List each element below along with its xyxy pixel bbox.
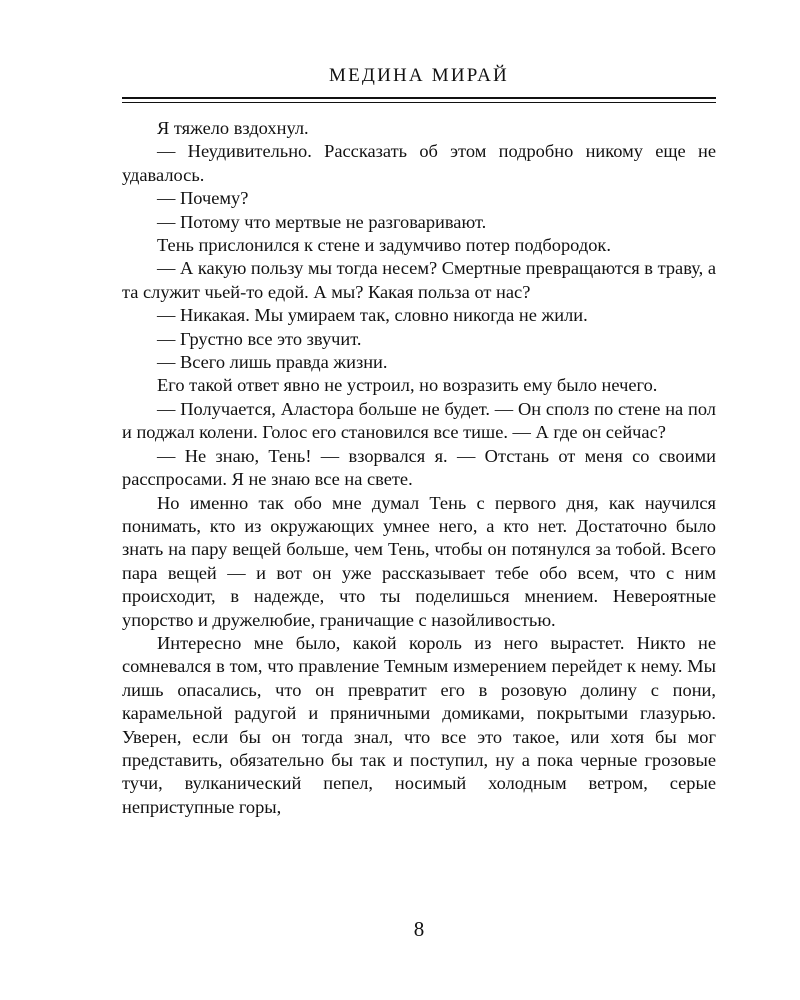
paragraph: Тень прислонился к стене и задумчиво потер подбородок. bbox=[157, 235, 611, 256]
paragraph: Я тяжело вздохнул. bbox=[157, 118, 309, 138]
paragraph: — Неудивительно. Рассказать об этом подробно никому еще не удавалось. bbox=[122, 141, 716, 185]
paragraph: Его такой ответ явно не устроил, но возразить ему было нечего. bbox=[157, 375, 658, 396]
paragraph: Интересно мне было, какой король из него вырастет. Никто не сомневался в том, что правление Темным измерением перейдет к нему. Мы лишь опасались, что он превратит его в розовую долину с пони, карамельной радугой и пряничными домиками, покрытыми глазурью. Уверен, если бы он тогда знал, что все это такое, или хотя бы мог представить, обязательно бы так и поступил, ну а пока черные грозовые тучи, вулканический пепел, носимый холодным ветром, серые неприступные горы, bbox=[122, 632, 716, 817]
paragraph: — Никакая. Мы умираем так, словно никогда не жили. bbox=[157, 305, 588, 326]
paragraph: — Не знаю, Тень! — взорвался я. — Отстань от меня со своими расспросами. Я не знаю все на свете. bbox=[122, 445, 716, 490]
header-rule-thin bbox=[122, 102, 716, 103]
paragraph: — А какую пользу мы тогда несем? Смертные превращаются в траву, а та служит чьей-то едой. А мы? Какая польза от нас? bbox=[122, 258, 716, 302]
page-number: 8 bbox=[413, 917, 425, 941]
paragraph: — Почему? bbox=[157, 188, 249, 209]
paragraph: — Получается, Аластора больше не будет. — Он сполз по стене на пол и поджал колени. Голос его становился все тише. — А где он сейчас? bbox=[122, 398, 716, 443]
header-rule-thick bbox=[122, 97, 716, 99]
paragraph: Но именно так обо мне думал Тень с первого дня, как научился понимать, кто из окружающих умнее него, а кто нет. Достаточно было знать на пару вещей больше, чем Тень, чтобы он потянулся за тобой. Всего пара вещей — и вот он уже рассказывает тебе обо всем, что с ним происходит, в надежде, что ты поделишься мнением. Невероятные упорство и дружелюбие, граничащие с назойливостью. bbox=[122, 492, 716, 630]
paragraph: — Грустно все это звучит. bbox=[157, 328, 362, 349]
body-text bbox=[122, 117, 716, 819]
paragraph: — Потому что мертвые не разговаривают. bbox=[157, 211, 487, 232]
running-head: МЕДИНА МИРАЙ bbox=[329, 65, 509, 86]
paragraph: — Всего лишь правда жизни. bbox=[157, 352, 388, 373]
